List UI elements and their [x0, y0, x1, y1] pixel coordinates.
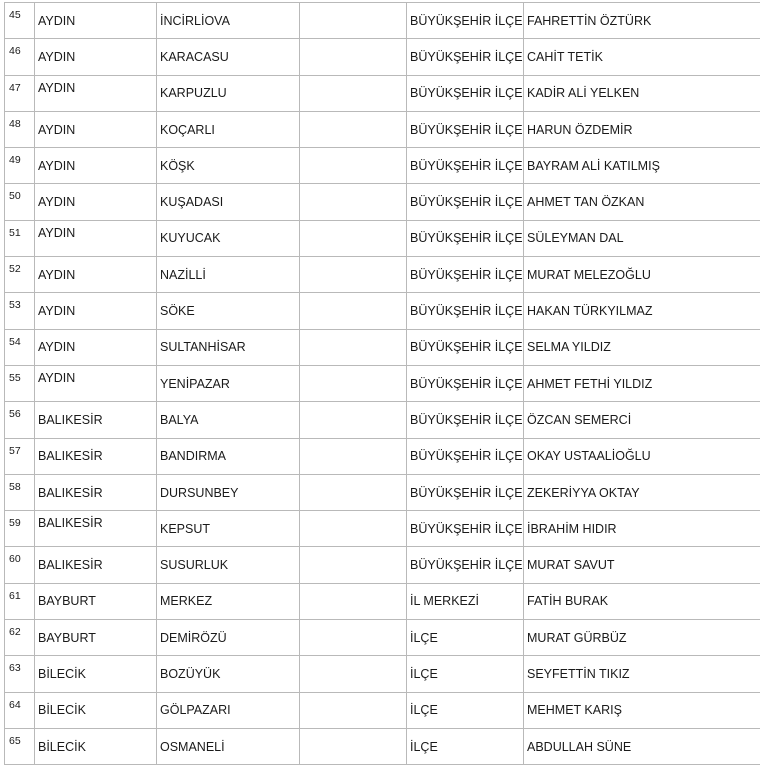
- municipality-type-cell[interactable]: İLÇE: [407, 620, 524, 656]
- table-row: [5, 402, 760, 438]
- table-row: [5, 620, 760, 656]
- district-cell[interactable]: NAZİLLİ: [157, 257, 300, 293]
- province-cell[interactable]: BİLECİK: [35, 692, 157, 728]
- municipality-type-cell[interactable]: İLÇE: [407, 656, 524, 692]
- empty-cell[interactable]: [300, 365, 407, 401]
- district-cell[interactable]: KÖŞK: [157, 148, 300, 184]
- row-number-cell[interactable]: 65: [5, 728, 35, 764]
- province-cell[interactable]: AYDIN: [35, 293, 157, 329]
- row-number-cell[interactable]: 58: [5, 474, 35, 510]
- province-cell[interactable]: AYDIN: [35, 220, 157, 256]
- row-number-cell[interactable]: 64: [5, 692, 35, 728]
- empty-cell[interactable]: [300, 474, 407, 510]
- row-number-cell[interactable]: 60: [5, 547, 35, 583]
- province-cell[interactable]: BALIKESİR: [35, 474, 157, 510]
- municipality-type-cell[interactable]: BÜYÜKŞEHİR İLÇE: [407, 148, 524, 184]
- row-number-cell[interactable]: 46: [5, 39, 35, 75]
- district-cell[interactable]: KARACASU: [157, 39, 300, 75]
- district-cell[interactable]: KUŞADASI: [157, 184, 300, 220]
- mayor-name-cell[interactable]: FAHRETTİN ÖZTÜRK: [524, 3, 760, 39]
- row-number-cell[interactable]: 48: [5, 111, 35, 147]
- district-cell[interactable]: SULTANHİSAR: [157, 329, 300, 365]
- table-row: [5, 148, 760, 184]
- mayor-name-cell[interactable]: ÖZCAN SEMERCİ: [524, 402, 760, 438]
- empty-cell[interactable]: [300, 692, 407, 728]
- municipality-type-cell[interactable]: BÜYÜKŞEHİR İLÇE: [407, 111, 524, 147]
- empty-cell[interactable]: [300, 39, 407, 75]
- district-cell[interactable]: YENİPAZAR: [157, 365, 300, 401]
- empty-cell[interactable]: [300, 111, 407, 147]
- empty-cell[interactable]: [300, 656, 407, 692]
- row-number-cell[interactable]: 55: [5, 365, 35, 401]
- row-number-cell[interactable]: 51: [5, 220, 35, 256]
- table-row: [5, 583, 760, 619]
- municipality-type-cell[interactable]: BÜYÜKŞEHİR İLÇE: [407, 547, 524, 583]
- mayor-name-cell[interactable]: MURAT GÜRBÜZ: [524, 620, 760, 656]
- municipality-type-cell[interactable]: BÜYÜKŞEHİR İLÇE: [407, 220, 524, 256]
- mayor-name-cell[interactable]: MURAT MELEZOĞLU: [524, 257, 760, 293]
- district-cell[interactable]: DEMİRÖZÜ: [157, 620, 300, 656]
- row-number-cell[interactable]: 63: [5, 656, 35, 692]
- province-cell[interactable]: AYDIN: [35, 39, 157, 75]
- municipality-type-cell[interactable]: BÜYÜKŞEHİR İLÇE: [407, 293, 524, 329]
- municipality-type-cell[interactable]: BÜYÜKŞEHİR İLÇE: [407, 365, 524, 401]
- table-row: [5, 728, 760, 764]
- mayor-name-cell[interactable]: KADİR ALİ YELKEN: [524, 75, 760, 111]
- empty-cell[interactable]: [300, 620, 407, 656]
- district-cell[interactable]: SUSURLUK: [157, 547, 300, 583]
- table-row: [5, 329, 760, 365]
- row-number-cell[interactable]: 59: [5, 511, 35, 547]
- table-row: [5, 111, 760, 147]
- municipality-type-cell[interactable]: BÜYÜKŞEHİR İLÇE: [407, 39, 524, 75]
- empty-cell[interactable]: [300, 148, 407, 184]
- district-cell[interactable]: KARPUZLU: [157, 75, 300, 111]
- table-row: [5, 511, 760, 547]
- mayor-name-cell[interactable]: HAKAN TÜRKYILMAZ: [524, 293, 760, 329]
- mayor-name-cell[interactable]: ZEKERİYYA OKTAY: [524, 474, 760, 510]
- empty-cell[interactable]: [300, 329, 407, 365]
- empty-cell[interactable]: [300, 220, 407, 256]
- mayor-name-cell[interactable]: CAHİT TETİK: [524, 39, 760, 75]
- table-row: [5, 365, 760, 401]
- district-cell[interactable]: BOZÜYÜK: [157, 656, 300, 692]
- row-number-cell[interactable]: 47: [5, 75, 35, 111]
- empty-cell[interactable]: [300, 402, 407, 438]
- mayor-name-cell[interactable]: ABDULLAH SÜNE: [524, 728, 760, 764]
- mayor-name-cell[interactable]: FATİH BURAK: [524, 583, 760, 619]
- municipality-type-cell[interactable]: BÜYÜKŞEHİR İLÇE: [407, 438, 524, 474]
- row-number-cell[interactable]: 54: [5, 329, 35, 365]
- district-cell[interactable]: SÖKE: [157, 293, 300, 329]
- empty-cell[interactable]: [300, 728, 407, 764]
- empty-cell[interactable]: [300, 547, 407, 583]
- district-cell[interactable]: OSMANELİ: [157, 728, 300, 764]
- municipality-type-cell[interactable]: İLÇE: [407, 692, 524, 728]
- row-number-cell[interactable]: 45: [5, 3, 35, 39]
- province-cell[interactable]: BAYBURT: [35, 583, 157, 619]
- table-body: [5, 3, 760, 765]
- province-cell[interactable]: BALIKESİR: [35, 511, 157, 547]
- municipality-type-cell[interactable]: BÜYÜKŞEHİR İLÇE: [407, 329, 524, 365]
- district-cell[interactable]: GÖLPAZARI: [157, 692, 300, 728]
- table-row: [5, 438, 760, 474]
- empty-cell[interactable]: [300, 184, 407, 220]
- municipality-type-cell[interactable]: BÜYÜKŞEHİR İLÇE: [407, 402, 524, 438]
- mayor-name-cell[interactable]: BAYRAM ALİ KATILMIŞ: [524, 148, 760, 184]
- district-cell[interactable]: MERKEZ: [157, 583, 300, 619]
- district-cell[interactable]: DURSUNBEY: [157, 474, 300, 510]
- table-row: [5, 220, 760, 256]
- table-row: [5, 656, 760, 692]
- empty-cell[interactable]: [300, 583, 407, 619]
- province-cell[interactable]: BALIKESİR: [35, 547, 157, 583]
- row-number-cell[interactable]: 53: [5, 293, 35, 329]
- province-cell[interactable]: BAYBURT: [35, 620, 157, 656]
- municipality-type-cell[interactable]: İL MERKEZİ: [407, 583, 524, 619]
- mayor-name-cell[interactable]: İBRAHİM HIDIR: [524, 511, 760, 547]
- province-cell[interactable]: BİLECİK: [35, 656, 157, 692]
- table-row: [5, 474, 760, 510]
- district-cell[interactable]: BALYA: [157, 402, 300, 438]
- row-number-cell[interactable]: 52: [5, 257, 35, 293]
- row-number-cell[interactable]: 49: [5, 148, 35, 184]
- mayor-name-cell[interactable]: SELMA YILDIZ: [524, 329, 760, 365]
- district-cell[interactable]: BANDIRMA: [157, 438, 300, 474]
- table-row: [5, 184, 760, 220]
- province-cell[interactable]: AYDIN: [35, 75, 157, 111]
- mayor-name-cell[interactable]: SEYFETTİN TIKIZ: [524, 656, 760, 692]
- row-number-cell[interactable]: 62: [5, 620, 35, 656]
- municipality-type-cell[interactable]: BÜYÜKŞEHİR İLÇE: [407, 474, 524, 510]
- empty-cell[interactable]: [300, 293, 407, 329]
- district-cell[interactable]: İNCİRLİOVA: [157, 3, 300, 39]
- province-cell[interactable]: BALIKESİR: [35, 438, 157, 474]
- municipality-type-cell[interactable]: İLÇE: [407, 728, 524, 764]
- province-cell[interactable]: AYDIN: [35, 257, 157, 293]
- row-number-cell[interactable]: 61: [5, 583, 35, 619]
- municipality-type-cell[interactable]: BÜYÜKŞEHİR İLÇE: [407, 184, 524, 220]
- mayor-name-cell[interactable]: SÜLEYMAN DAL: [524, 220, 760, 256]
- table-row: [5, 293, 760, 329]
- province-cell[interactable]: BALIKESİR: [35, 402, 157, 438]
- table-row: [5, 257, 760, 293]
- mayor-name-cell[interactable]: MURAT SAVUT: [524, 547, 760, 583]
- municipality-type-cell[interactable]: BÜYÜKŞEHİR İLÇE: [407, 511, 524, 547]
- mayor-name-cell[interactable]: AHMET FETHİ YILDIZ: [524, 365, 760, 401]
- empty-cell[interactable]: [300, 511, 407, 547]
- empty-cell[interactable]: [300, 75, 407, 111]
- row-number-cell[interactable]: 50: [5, 184, 35, 220]
- table-row: [5, 692, 760, 728]
- table-row: [5, 75, 760, 111]
- row-number-cell[interactable]: 56: [5, 402, 35, 438]
- table-row: [5, 3, 760, 39]
- mayor-name-cell[interactable]: AHMET TAN ÖZKAN: [524, 184, 760, 220]
- mayor-name-cell[interactable]: OKAY USTAALİOĞLU: [524, 438, 760, 474]
- empty-cell[interactable]: [300, 257, 407, 293]
- empty-cell[interactable]: [300, 438, 407, 474]
- province-cell[interactable]: AYDIN: [35, 329, 157, 365]
- district-cell[interactable]: KEPSUT: [157, 511, 300, 547]
- mayors-table: [4, 2, 760, 765]
- table-row: [5, 547, 760, 583]
- mayor-name-cell[interactable]: MEHMET KARIŞ: [524, 692, 760, 728]
- district-cell[interactable]: KOÇARLI: [157, 111, 300, 147]
- municipality-type-cell[interactable]: BÜYÜKŞEHİR İLÇE: [407, 3, 524, 39]
- province-cell[interactable]: AYDIN: [35, 111, 157, 147]
- district-cell[interactable]: KUYUCAK: [157, 220, 300, 256]
- province-cell[interactable]: BİLECİK: [35, 728, 157, 764]
- empty-cell[interactable]: [300, 3, 407, 39]
- province-cell[interactable]: AYDIN: [35, 3, 157, 39]
- table-row: [5, 39, 760, 75]
- municipality-type-cell[interactable]: BÜYÜKŞEHİR İLÇE: [407, 257, 524, 293]
- mayor-name-cell[interactable]: HARUN ÖZDEMİR: [524, 111, 760, 147]
- municipality-type-cell[interactable]: BÜYÜKŞEHİR İLÇE: [407, 75, 524, 111]
- province-cell[interactable]: AYDIN: [35, 365, 157, 401]
- row-number-cell[interactable]: 57: [5, 438, 35, 474]
- province-cell[interactable]: AYDIN: [35, 184, 157, 220]
- province-cell[interactable]: AYDIN: [35, 148, 157, 184]
